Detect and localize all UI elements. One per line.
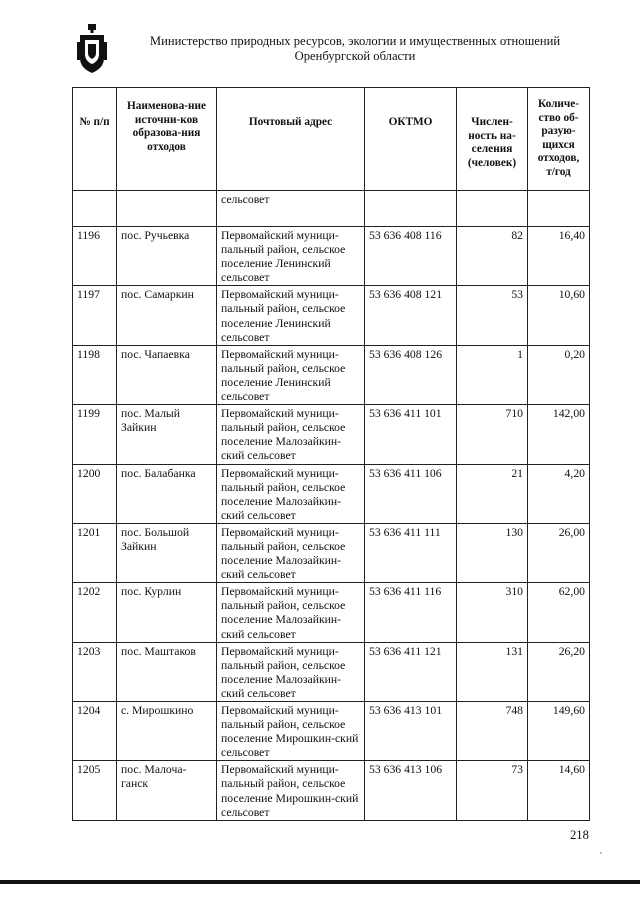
cell-number: 1203 [73,642,117,701]
cell-number: 1202 [73,583,117,642]
col-header-oktmo: ОКТМО [365,88,457,191]
cell-population: 82 [457,227,528,286]
cell-name: пос. Маштаков [117,642,217,701]
cell-number: 1198 [73,345,117,404]
bottom-rule [0,880,640,884]
cell-oktmo: 53 636 411 111 [365,523,457,582]
table-row [73,702,590,761]
cell-name: пос. Балабанка [117,464,217,523]
cell-oktmo: 53 636 413 106 [365,761,457,820]
col-header-source-name: Наименова-ние источни-ков образова-ния отходов [117,88,217,191]
cell-oktmo: 53 636 413 101 [365,702,457,761]
cell-oktmo: 53 636 408 116 [365,227,457,286]
ministry-header [120,34,590,64]
cell-address: Первомайский муници-пальный район, сельское поселение Малозайкин-ский сельсовет [217,523,365,582]
cell-address: Первомайский муници-пальный район, сельское поселение Малозайкин-ский сельсовет [217,583,365,642]
table-row [73,464,590,523]
table-row-continuation [73,191,590,227]
table-row [73,227,590,286]
col-header-postal-address: Почтовый адрес [217,88,365,191]
address-continuation: сельсовет [217,191,365,227]
cell-population: 73 [457,761,528,820]
cell-waste: 149,60 [528,702,590,761]
cell-number: 1196 [73,227,117,286]
cell-waste: 14,60 [528,761,590,820]
cell-waste: 4,20 [528,464,590,523]
ministry-title: Министерство природных ресурсов, экологии и имущественных отношений [149,34,561,48]
cell-oktmo: 53 636 411 121 [365,642,457,701]
cell-oktmo: 53 636 411 106 [365,464,457,523]
cell-waste: 142,00 [528,405,590,464]
cell-name: пос. Малый Зайкин [117,405,217,464]
cell-number: 1201 [73,523,117,582]
cell-waste: 26,20 [528,642,590,701]
cell-population: 310 [457,583,528,642]
scan-dot [600,852,602,854]
cell-address: Первомайский муници-пальный район, сельское поселение Мирошкин-ский сельсовет [217,761,365,820]
cell-address: Первомайский муници-пальный район, сельское поселение Малозайкин-ский сельсовет [217,642,365,701]
cell-population: 131 [457,642,528,701]
table-row [73,583,590,642]
waste-sources-table [72,87,590,821]
col-header-population: Числен-ность на-селения (человек) [457,88,528,191]
cell-population: 53 [457,286,528,345]
cell-address: Первомайский муници-пальный район, сельское поселение Малозайкин-ский сельсовет [217,405,365,464]
cell-population: 1 [457,345,528,404]
cell-waste: 10,60 [528,286,590,345]
cell-number: 1197 [73,286,117,345]
cell-oktmo: 53 636 411 116 [365,583,457,642]
col-header-number: № п/п [73,88,117,191]
cell-address: Первомайский муници-пальный район, сельское поселение Мирошкин-ский сельсовет [217,702,365,761]
col-header-waste-amount: Количе-ство об-разую-щихся отходов, т/год [528,88,590,191]
cell-number: 1200 [73,464,117,523]
coat-of-arms-icon [77,24,107,74]
cell-population: 21 [457,464,528,523]
cell-address: Первомайский муници-пальный район, сельское поселение Малозайкин-ский сельсовет [217,464,365,523]
cell-waste: 62,00 [528,583,590,642]
table-row [73,642,590,701]
cell-address: Первомайский муници-пальный район, сельское поселение Ленинский сельсовет [217,345,365,404]
cell-waste: 16,40 [528,227,590,286]
cell-number: 1205 [73,761,117,820]
table-row [73,345,590,404]
table-row [73,761,590,820]
cell-waste: 26,00 [528,523,590,582]
region-title: Оренбургской области [294,49,416,63]
cell-name: пос. Чапаевка [117,345,217,404]
cell-name: с. Мирошкино [117,702,217,761]
cell-waste: 0,20 [528,345,590,404]
cell-oktmo: 53 636 408 121 [365,286,457,345]
page-number: 218 [570,828,589,842]
table-row [73,523,590,582]
cell-population: 748 [457,702,528,761]
table-row [73,405,590,464]
cell-oktmo: 53 636 408 126 [365,345,457,404]
table-header-row [73,88,590,191]
cell-population: 710 [457,405,528,464]
cell-name: пос. Большой Зайкин [117,523,217,582]
cell-name: пос. Самаркин [117,286,217,345]
cell-name: пос. Малоча-ганск [117,761,217,820]
cell-number: 1199 [73,405,117,464]
cell-oktmo: 53 636 411 101 [365,405,457,464]
cell-number: 1204 [73,702,117,761]
cell-address: Первомайский муници-пальный район, сельское поселение Ленинский сельсовет [217,286,365,345]
cell-population: 130 [457,523,528,582]
table-row [73,286,590,345]
cell-name: пос. Ручьевка [117,227,217,286]
cell-address: Первомайский муници-пальный район, сельское поселение Ленинский сельсовет [217,227,365,286]
cell-name: пос. Курлин [117,583,217,642]
